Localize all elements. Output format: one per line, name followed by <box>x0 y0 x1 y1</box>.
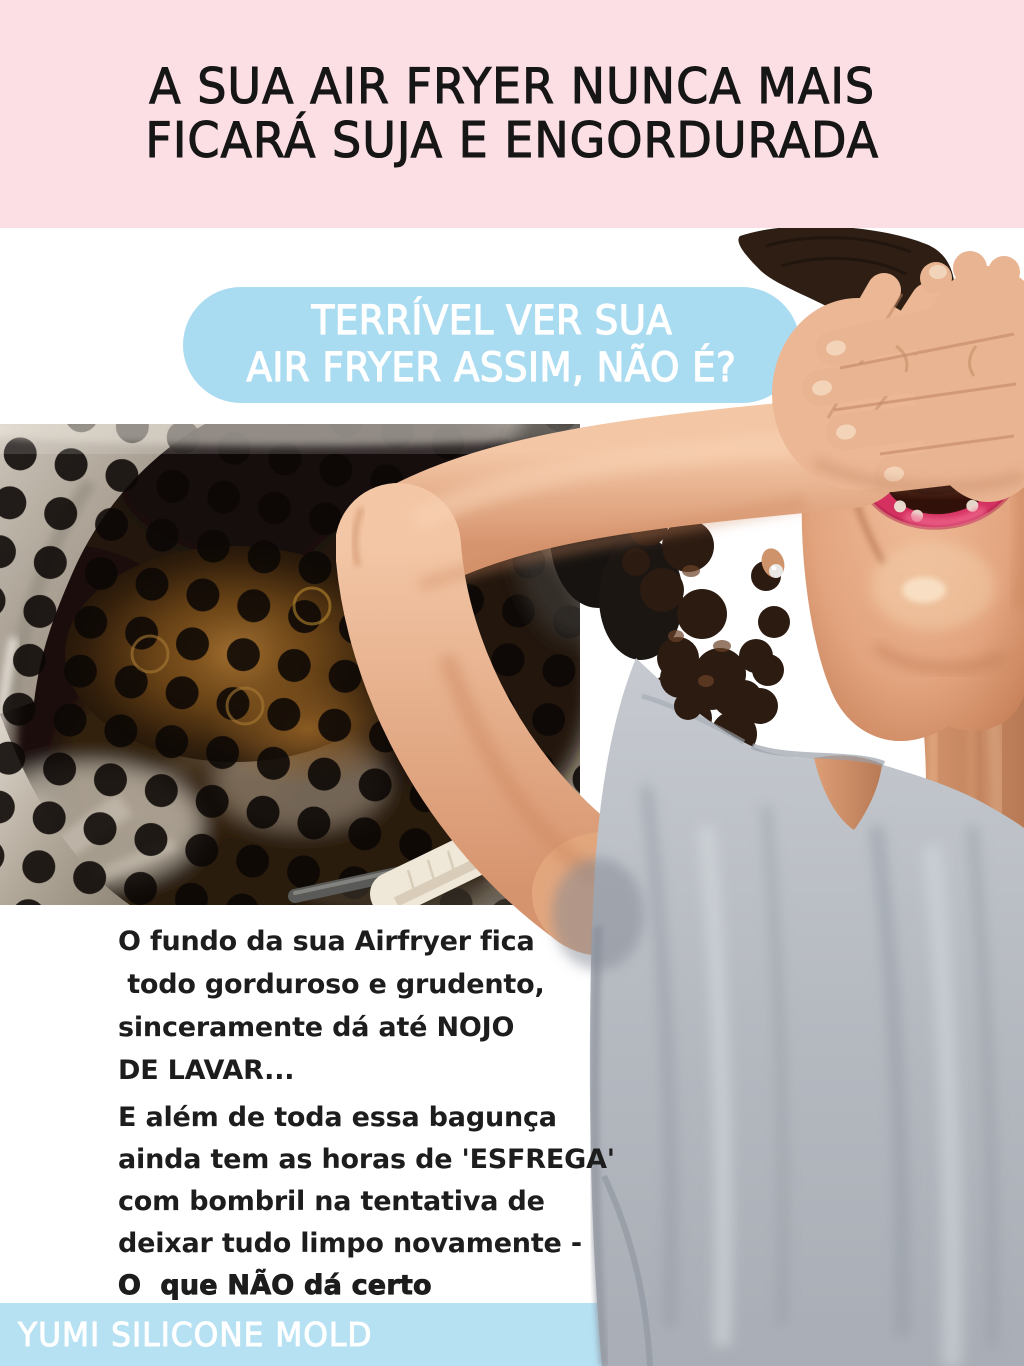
bubble-line1: TERRÍVEL VER SUA <box>311 298 672 344</box>
headline-line2: FICARÁ SUJA E ENGORDURADA <box>145 112 879 169</box>
paragraph-bold-line: O que NÃO dá certo <box>118 1270 432 1301</box>
paragraph-line: todo gorduroso e grudento, <box>118 969 545 1000</box>
paragraph-line: E além de toda essa bagunça <box>118 1102 557 1133</box>
paragraph-line: DE LAVAR... <box>118 1055 295 1086</box>
paragraph-line: deixar tudo limpo novamente - <box>118 1228 582 1259</box>
headline-banner <box>0 0 1024 228</box>
headline-line1: A SUA AIR FRYER NUNCA MAIS <box>149 58 875 115</box>
paragraph-line: ainda tem as horas de 'ESFREGA' <box>118 1144 615 1175</box>
paragraph-line: com bombril na tentativa de <box>118 1186 545 1217</box>
paragraph-line: sinceramente dá até NOJO <box>118 1012 515 1043</box>
body-paragraph-1 <box>118 920 545 1092</box>
bubble-line2: AIR FRYER ASSIM, NÃO É? <box>246 345 737 391</box>
brand-name: YUMI SILICONE MOLD <box>18 1315 373 1354</box>
paragraph-line: O fundo da sua Airfryer fica <box>118 926 535 957</box>
body-paragraph-2 <box>118 1097 615 1307</box>
